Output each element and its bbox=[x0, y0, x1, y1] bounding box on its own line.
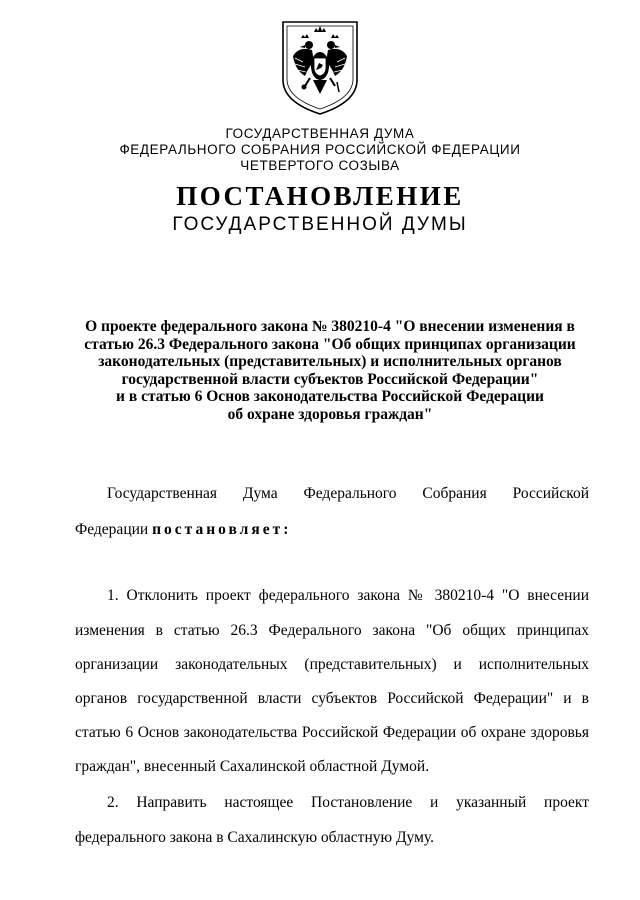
item-2-line: 2. Направить настоящее Постановление и указанный проект bbox=[107, 794, 589, 811]
subject-line: О проекте федерального закона № 380210-4 "О внесении изменения в bbox=[85, 318, 575, 335]
subject-line: статью 26.3 Федерального закона "Об общих принципах организации bbox=[84, 335, 576, 353]
document-issuer-title: ГОСУДАРСТВЕННОЙ ДУМЫ bbox=[172, 214, 468, 235]
subject-line: государственной власти субъектов Российской Федерации" bbox=[121, 370, 539, 388]
subject-line: законодательных (представительных) и исполнительных органов bbox=[98, 353, 562, 370]
russian-coat-of-arms-icon bbox=[279, 18, 361, 118]
item-1-line: статью 6 Основ законодательства Российской Федерации об охране здоровья bbox=[75, 724, 589, 741]
resolution-subject bbox=[70, 318, 590, 423]
item-1-line: 1. Отклонить проект федерального закона № 380210-4 "О внесении bbox=[107, 587, 589, 604]
preamble-prefix: Федерации bbox=[75, 521, 153, 538]
document-type-title: ПОСТАНОВЛЕНИЕ bbox=[176, 181, 464, 211]
header-line-convocation: ЧЕТВЕРТОГО СОЗЫВА bbox=[240, 158, 400, 173]
subject-line: об охране здоровья граждан" bbox=[227, 405, 433, 423]
item-1-line: изменения в статью 26.3 Федерального закона "Об общих принципах bbox=[75, 622, 589, 639]
subject-line: и в статью 6 Основ законодательства Российской Федерации bbox=[116, 388, 544, 405]
item-1-line: граждан", внесенный Сахалинской областной Думой. bbox=[75, 758, 430, 775]
preamble-line: Государственная Дума Федерального Собрания Российской bbox=[107, 485, 589, 502]
header-line-assembly: ФЕДЕРАЛЬНОГО СОБРАНИЯ РОССИЙСКОЙ ФЕДЕРАЦИИ bbox=[119, 142, 521, 157]
resolves-keyword: постановляет: bbox=[152, 521, 292, 538]
item-2-line: федерального закона в Сахалинскую областную Думу. bbox=[75, 829, 434, 846]
item-1-line: организации законодательных (представительных) и исполнительных bbox=[75, 656, 589, 673]
item-1-line: органов государственной власти субъектов Российской Федерации" и в bbox=[75, 690, 589, 707]
header-line-duma: ГОСУДАРСТВЕННАЯ ДУМА bbox=[225, 126, 415, 141]
preamble-line bbox=[75, 521, 589, 539]
